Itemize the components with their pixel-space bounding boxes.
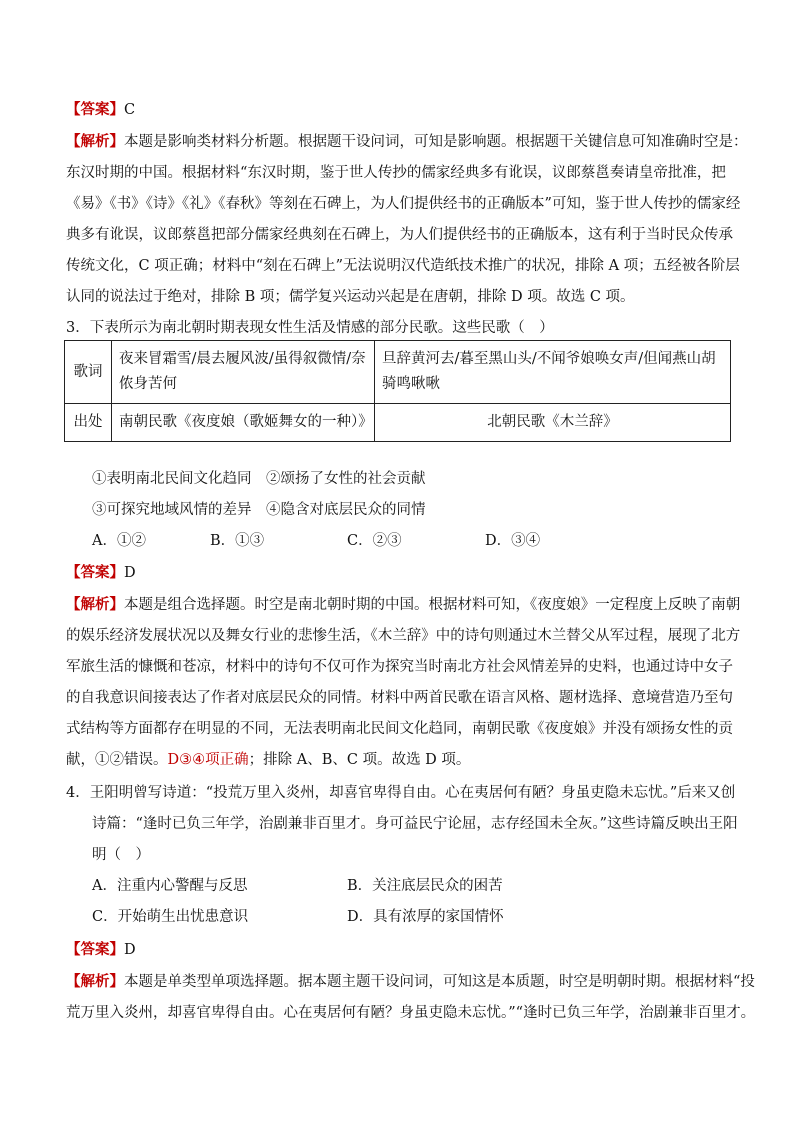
q2-analysis-line-1: 【解析】本题是影响类材料分析题。根据题干设问词，可知是影响题。根据题干关键信息可知准确时空是： [66, 133, 748, 150]
table-cell: 南朝民歌《夜度娘（歌姬舞女的一种）》 [112, 404, 375, 442]
q3-stem: 3．下表所示为南北朝时期表现女性生活及情感的部分民歌。这些民歌（ ） [66, 320, 554, 336]
answer-value: C [124, 102, 136, 118]
q4-option-d: D．具有浓厚的家国情怀 [347, 909, 504, 925]
q4-option-b: B．关注底层民众的困苦 [347, 878, 503, 894]
answer-value: D [124, 942, 136, 958]
q3-option-a: A．①② [92, 533, 146, 549]
q3-answer [66, 563, 136, 583]
q4-option-a: A．注重内心警醒与反思 [92, 878, 248, 894]
highlight-text: D③④项正确 [167, 752, 249, 768]
q2-analysis-line-6: 认同的说法过于绝对，排除 B 项；儒学复兴运动兴起是在唐朝，排除 D 项。故选 C 项。 [66, 289, 635, 305]
row-head: 出处 [65, 404, 112, 442]
q3-items-1: ①表明南北民间文化趋同 ②颂扬了女性的社会贡献 [92, 471, 426, 487]
q3-analysis-line-2: 的娱乐经济发展状况以及舞女行业的悲惨生活，《木兰辞》中的诗句则通过木兰替父从军过程，展现了北方 [66, 628, 741, 644]
q4-stem-line-1: 4．王阳明曾写诗道：“投荒万里入炎州，却喜官卑得自由。心在夷居何有陋？身虽吏隐未忘忧。”后来又创 [66, 785, 736, 801]
q4-answer [66, 940, 136, 960]
q3-analysis-line-1: 【解析】本题是组合选择题。时空是南北朝时期的中国。根据材料可知，《夜度娘》一定程度上反映了南朝 [66, 596, 741, 613]
q3-option-b: B．①③ [210, 533, 265, 549]
table-cell: 旦辞黄河去/暮至黑山头/不闻爷娘唤女声/但闻燕山胡骑鸣啾啾 [375, 341, 731, 404]
analysis-tag: 【解析】 [66, 596, 124, 613]
q2-analysis-line-5: 传统文化，C 项正确；材料中“刻在石碑上”无法说明汉代造纸技术推广的状况，排除 A 项；五经被各阶层 [66, 258, 740, 274]
q3-items-2: ③可探究地域风情的差异 ④隐含对底层民众的同情 [92, 502, 426, 518]
table-cell: 北朝民歌《木兰辞》 [375, 404, 731, 442]
table-row [65, 404, 731, 442]
q2-analysis-line-3: 《易》《书》《诗》《礼》《春秋》等刻在石碑上，为人们提供经书的正确版本”可知，鉴于世人传抄的儒家经 [66, 196, 741, 212]
q3-analysis-line-5: 式结构等方面都存在明显的不同，无法表明南北民间文化趋同，南朝民歌《夜度娘》并没有颂扬女性的贡 [66, 721, 733, 737]
q4-analysis-line-1: 【解析】本题是单类型单项选择题。据本题主题干设问词，可知这是本质题，时空是明朝时期。根据材料“投 [66, 973, 755, 990]
table-row [65, 341, 731, 404]
q4-stem-line-2: 诗篇：“逢时已负三年学，治剧兼非百里才。身可益民宁论屈，志存经国未全灰。”这些诗篇反映出王阳 [92, 816, 738, 832]
q2-analysis-line-4: 典多有讹误，议郎蔡邕把部分儒家经典刻在石碑上，为人们提供经书的正确版本，这有利于当时民众传承 [66, 227, 733, 243]
answer-value: D [124, 565, 136, 581]
q2-answer [66, 100, 135, 120]
q2-analysis-line-2: 东汉时期的中国。根据材料“东汉时期，鉴于世人传抄的儒家经典多有讹误，议郎蔡邕奏请皇帝批准，把 [66, 165, 726, 181]
q3-option-d: D．③④ [485, 533, 541, 549]
q4-stem-line-3: 明（ ） [92, 847, 150, 863]
table-cell: 夜来冒霜雪/晨去履风波/虽得叙微情/奈侬身苦何 [112, 341, 375, 404]
q4-analysis-line-2: 荒万里入炎州，却喜官卑得自由。心在夷居何有陋？身虽吏隐未忘忧。”“逢时已负三年学，治剧兼非百里才。 [66, 1005, 756, 1021]
q3-analysis-line-4: 的自我意识间接表达了作者对底层民众的同情。材料中两首民歌在语言风格、题材选择、意境营造乃至句 [66, 690, 733, 706]
analysis-tag: 【解析】 [66, 973, 124, 990]
answer-tag: 【答案】 [66, 101, 124, 118]
analysis-tag: 【解析】 [66, 133, 124, 150]
q4-option-c: C．开始萌生出忧患意识 [92, 909, 249, 925]
q3-analysis-line-6: 献，①②错误。D③④项正确；排除 A、B、C 项。故选 D 项。 [66, 752, 471, 768]
row-head: 歌词 [65, 341, 112, 404]
answer-tag: 【答案】 [66, 941, 124, 958]
q3-option-c: C．②③ [347, 533, 402, 549]
q3-table [64, 340, 731, 442]
answer-tag: 【答案】 [66, 564, 124, 581]
q3-analysis-line-3: 军旅生活的慷慨和苍凉，材料中的诗句不仅可作为探究当时南北方社会风情差异的史料，也通过诗中女子 [66, 659, 733, 675]
